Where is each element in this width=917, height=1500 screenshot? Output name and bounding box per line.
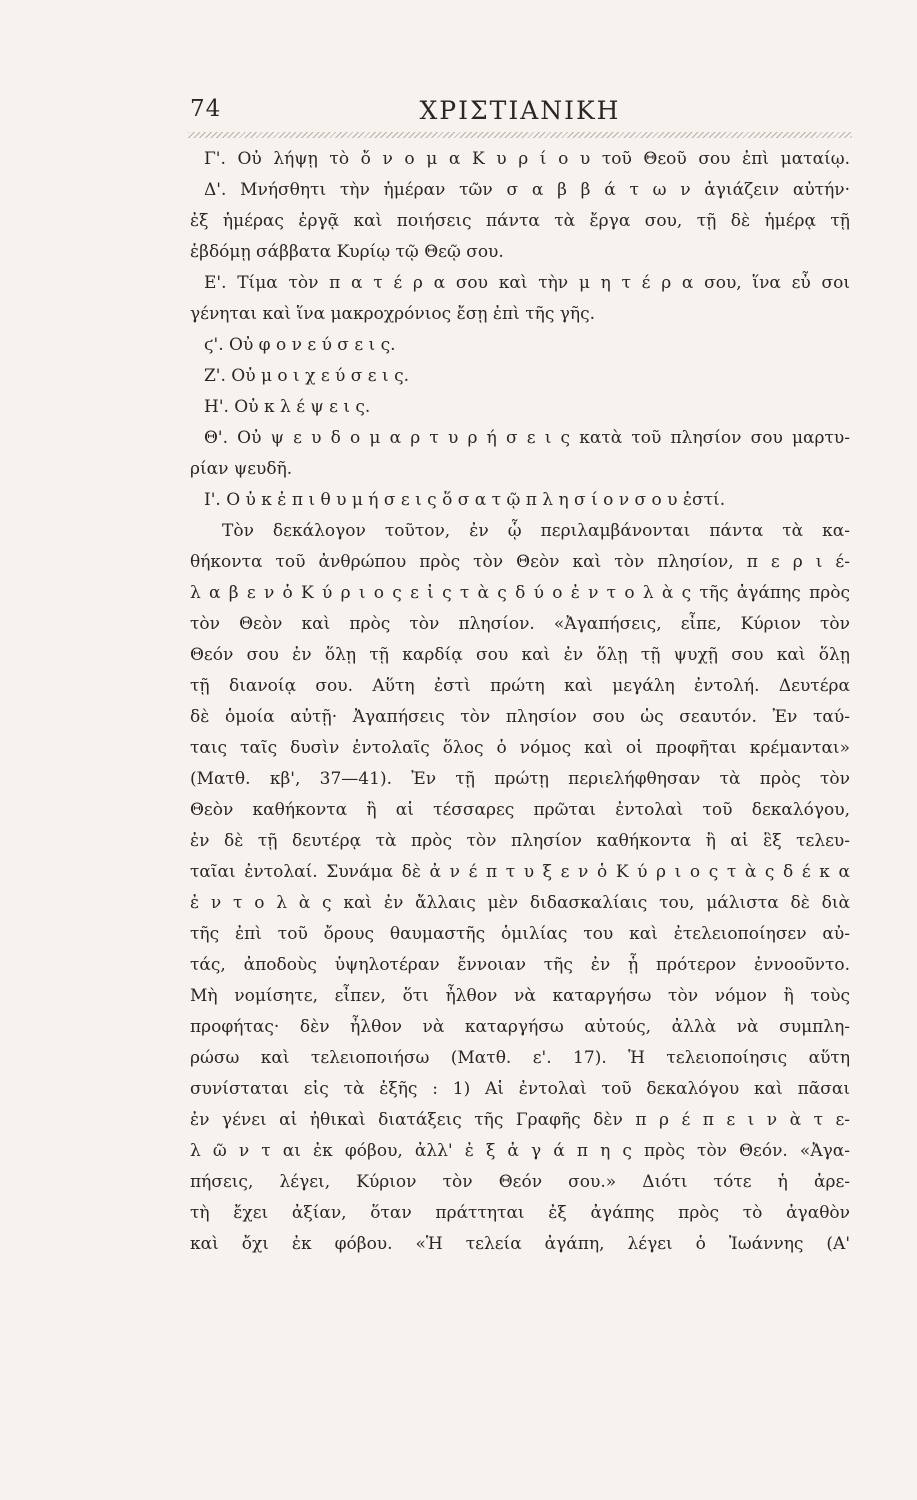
text-line: τὴ ἔχει ἀξίαν, ὅταν πράττηται ἐξ ἀγάπης πρὸς τὸ ἀγαθὸν bbox=[190, 1203, 850, 1223]
text-line: συνίσταται εἰς τὰ ἑξῆς : 1) Αἱ ἐντολαὶ τοῦ δεκαλόγου καὶ πᾶσαι bbox=[190, 1079, 850, 1099]
text-line: δὲ ὁμοία αὐτῇ· Ἀγαπήσεις τὸν πλησίον σου ὡς σεαυτόν. Ἐν ταύ- bbox=[190, 707, 850, 727]
text-line: (Ματθ. κβ', 37—41). Ἐν τῇ πρώτῃ περιελήφθησαν τὰ πρὸς τὸν bbox=[190, 769, 850, 789]
text-line: Θεόν σου ἐν ὅλῃ τῇ καρδίᾳ σου καὶ ἐν ὅλῃ τῇ ψυχῇ σου καὶ ὅλῃ bbox=[190, 645, 850, 665]
text-line: Δ'. Μνήσθητι τὴν ἡμέραν τῶν σ α β β ά τ ω ν ἁγιάζειν αὐτήν· bbox=[204, 180, 850, 200]
text-line: λ α β ε ν ὁ Κ ύ ρ ι ο ς ε ἰ ς τ ὰ ς δ ύ ο ἐ ν τ ο λ ὰ ς τῆς ἀγάπης πρὸς bbox=[190, 583, 850, 603]
text-line: ρώσω καὶ τελειοποιήσω (Ματθ. ε'. 17). Ἡ τελειοποίησις αὕτη bbox=[190, 1048, 850, 1068]
text-line: καὶ ὄχι ἐκ φόβου. «Ἡ τελεία ἀγάπη, λέγει ὁ Ἰωάννης (Α' bbox=[190, 1234, 850, 1254]
text-line: Θεὸν καθήκοντα ἢ αἱ τέσσαρες πρῶται ἐντολαὶ τοῦ δεκαλόγου, bbox=[190, 800, 850, 820]
text-line: θήκοντα τοῦ ἀνθρώπου πρὸς τὸν Θεὸν καὶ τὸν πλησίον, π ε ρ ι έ- bbox=[190, 552, 850, 572]
text-line: τὸν Θεὸν καὶ πρὸς τὸν πλησίον. «Ἀγαπήσεις, εἶπε, Κύριον τὸν bbox=[190, 614, 850, 634]
text-line: Θ'. Οὐ ψ ε υ δ ο μ α ρ τ υ ρ ή σ ε ι ς κατὰ τοῦ πλησίον σου μαρτυ- bbox=[204, 428, 850, 448]
text-line: γένηται καὶ ἵνα μακροχρόνιος ἔσῃ ἐπὶ τῆς γῆς. bbox=[190, 304, 596, 324]
page-header bbox=[190, 96, 850, 136]
text-line: ἐν γένει αἱ ἠθικαὶ διατάξεις τῆς Γραφῆς δὲν π ρ έ π ε ι ν ὰ τ ε- bbox=[190, 1110, 850, 1130]
text-line: πήσεις, λέγει, Κύριον τὸν Θεόν σου.» Διότι τότε ἡ ἀρε- bbox=[190, 1172, 850, 1192]
text-line: Ε'. Τίμα τὸν π α τ έ ρ α σου καὶ τὴν μ η τ έ ρ α σου, ἵνα εὖ σοι bbox=[204, 273, 850, 293]
text-line: Τὸν δεκάλογον τοῦτον, ἐν ᾧ περιλαμβάνονται πάντα τὰ κα- bbox=[222, 521, 850, 541]
text-line: ταῖαι ἐντολαί. Συνάμα δὲ ἀ ν έ π τ υ ξ ε ν ὁ Κ ύ ρ ι ο ς τ ὰ ς δ έ κ α bbox=[190, 862, 850, 882]
text-line: τῆς ἐπὶ τοῦ ὄρους θαυμαστῆς ὁμιλίας του καὶ ἐτελειοποίησεν αὐ- bbox=[190, 924, 850, 944]
text-line: ἑβδόμῃ σάββατα Κυρίῳ τῷ Θεῷ σου. bbox=[190, 242, 504, 262]
text-line: λ ῶ ν τ αι ἐκ φόβου, ἀλλ' ἐ ξ ἀ γ ά π η ς πρὸς τὸν Θεόν. «Ἀγα- bbox=[190, 1141, 850, 1161]
header-rule bbox=[188, 132, 852, 138]
text-line: ϛ'. Οὐ φ ο ν ε ύ σ ε ι ς. bbox=[204, 335, 396, 355]
body-text bbox=[190, 144, 850, 1260]
text-line: προφήτας· δὲν ἦλθον νὰ καταργήσω αὐτούς, ἀλλὰ νὰ συμπλη- bbox=[190, 1017, 850, 1037]
text-line: Μὴ νομίσητε, εἶπεν, ὅτι ἦλθον νὰ καταργήσω τὸν νόμον ἢ τοὺς bbox=[190, 986, 850, 1006]
text-line: ἐξ ἡμέρας ἐργᾷ καὶ ποιήσεις πάντα τὰ ἔργα σου, τῇ δὲ ἡμέρᾳ τῇ bbox=[190, 211, 850, 231]
text-line: Ι'. Ο ὐ κ ἐ π ι θ υ μ ή σ ε ι ς ὅ σ α τ ῷ π λ η σ ί ο ν σ ο υ ἐστί. bbox=[204, 490, 726, 510]
text-line: ταις ταῖς δυσὶν ἐντολαῖς ὅλος ὁ νόμος καὶ οἱ προφῆται κρέμανται» bbox=[190, 738, 850, 758]
text-line: τῇ διανοίᾳ σου. Αὕτη ἐστὶ πρώτη καὶ μεγάλη ἐντολή. Δευτέρα bbox=[190, 676, 850, 696]
running-title: ΧΡΙΣΤΙΑΝΙΚΗ bbox=[419, 96, 621, 125]
page-number: 74 bbox=[190, 96, 222, 122]
text-line: ἐ ν τ ο λ ὰ ς καὶ ἐν ἄλλαις μὲν διδασκαλίαις του, μάλιστα δὲ διὰ bbox=[190, 893, 850, 913]
text-line: ἐν δὲ τῇ δευτέρᾳ τὰ πρὸς τὸν πλησίον καθήκοντα ἢ αἱ ἓξ τελευ- bbox=[190, 831, 850, 851]
text-line: Η'. Οὐ κ λ έ ψ ε ι ς. bbox=[204, 397, 371, 417]
text-line: τάς, ἀποδοὺς ὑψηλοτέραν ἔννοιαν τῆς ἐν ᾗ πρότερον ἐννοοῦντο. bbox=[190, 955, 850, 975]
text-line: ρίαν ψευδῆ. bbox=[190, 459, 293, 479]
text-line: Γ'. Οὐ λήψῃ τὸ ὄ ν ο μ α Κ υ ρ ί ο υ τοῦ Θεοῦ σου ἐπὶ ματαίῳ. bbox=[204, 149, 850, 169]
text-line: Ζ'. Οὐ μ ο ι χ ε ύ σ ε ι ς. bbox=[204, 366, 409, 386]
